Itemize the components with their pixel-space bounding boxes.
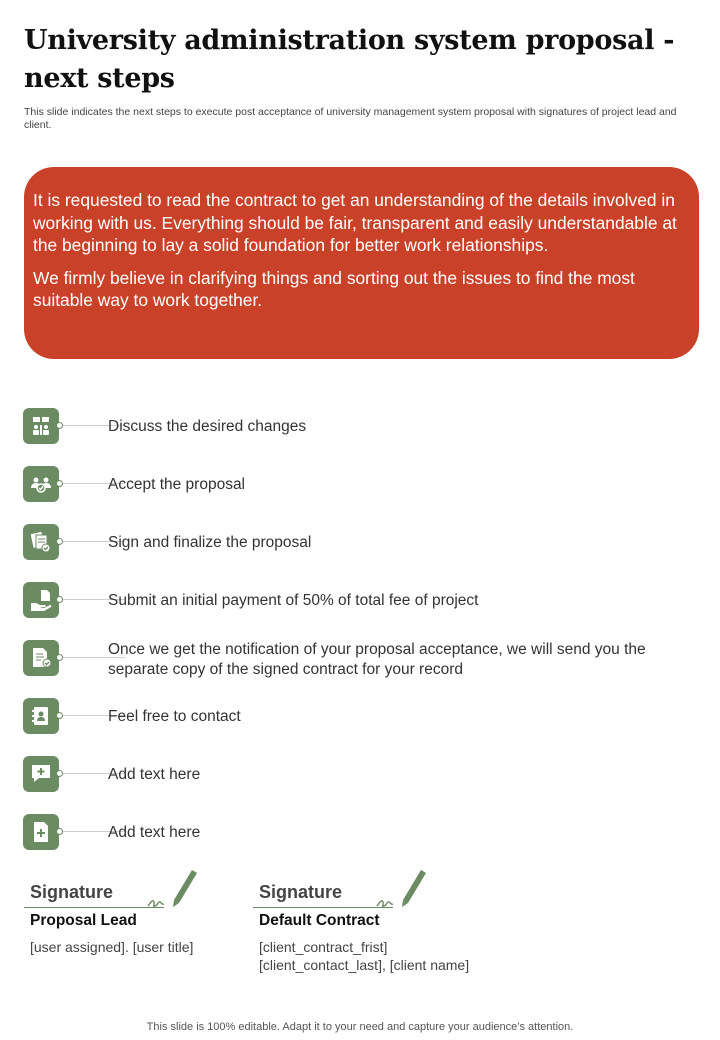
step-text: Once we get the notification of your proposal acceptance, we will send you the separate copy of the signed contract for your record <box>108 641 646 678</box>
step-text: Add text here <box>108 824 201 841</box>
signature-detail <box>259 938 519 974</box>
page-title: University administration system proposal - next steps <box>24 25 675 94</box>
signature-role: Default Contract <box>259 912 380 929</box>
step-text: Accept the proposal <box>108 476 246 493</box>
step-item <box>23 582 663 618</box>
page-subtitle: This slide indicates the next steps to execute post acceptance of university management system proposal with signatures of project lead and client. <box>24 106 677 131</box>
step-item <box>23 756 663 792</box>
step-item <box>23 466 663 502</box>
pen-signature-icon <box>375 868 427 910</box>
signature-detail-line: [client_contract_frist] <box>259 939 388 955</box>
signature-label: Signature <box>259 882 343 902</box>
step-text: Sign and finalize the proposal <box>108 534 312 551</box>
step-text: Add text here <box>108 766 201 783</box>
step-item <box>23 640 663 676</box>
signature-detail: [user assigned]. [user title] <box>30 939 194 955</box>
signature-line <box>253 907 393 908</box>
signature-role: Proposal Lead <box>30 912 137 929</box>
signature-block-proposal-lead <box>24 868 264 955</box>
footer-note: This slide is 100% editable. Adapt it to your need and capture your audience’s attention. <box>146 1021 574 1033</box>
step-item <box>23 408 663 444</box>
documents-check-icon <box>23 524 59 560</box>
step-text: Submit an initial payment of 50% of total fee of project <box>108 592 479 609</box>
document-signed-icon <box>23 640 59 676</box>
contact-book-icon <box>23 698 59 734</box>
step-text: Discuss the desired changes <box>108 418 307 435</box>
contract-callout <box>24 167 699 359</box>
step-item <box>23 698 663 734</box>
step-item <box>23 524 663 560</box>
signature-line <box>24 907 164 908</box>
hand-payment-icon <box>23 582 59 618</box>
signature-detail-line: [client_contact_last], [client name] <box>259 957 470 973</box>
step-item <box>23 814 663 850</box>
group-approve-icon <box>23 466 59 502</box>
callout-paragraph: It is requested to read the contract to get an understanding of the details involved in working with us. Everything should be fair, transparent and easily understandable at the beginning to lay a solid foundation for better work relationships. <box>33 190 677 255</box>
step-text: Feel free to contact <box>108 708 241 725</box>
discussion-board-icon <box>23 408 59 444</box>
signature-block-default-contract <box>253 868 493 973</box>
signature-label: Signature <box>30 882 114 902</box>
callout-paragraph: We firmly believe in clarifying things and sorting out the issues to find the most suitable way to work together. <box>33 267 635 310</box>
chat-add-icon <box>23 756 59 792</box>
document-add-icon <box>23 814 59 850</box>
pen-signature-icon <box>146 868 198 910</box>
